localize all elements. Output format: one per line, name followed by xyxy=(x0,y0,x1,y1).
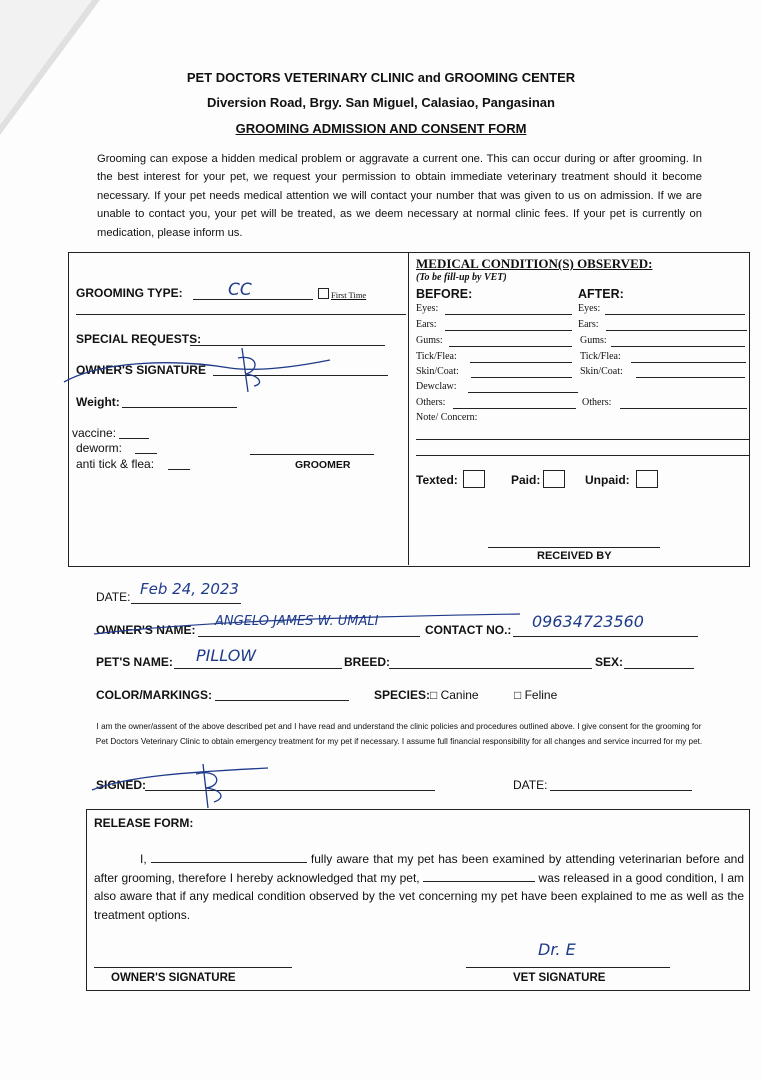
signed-label: SIGNED: xyxy=(96,778,147,792)
received-by-line[interactable] xyxy=(488,547,660,548)
weight-line[interactable] xyxy=(122,407,237,408)
after-tick-label: Tick/Flea: xyxy=(580,351,621,362)
date-line[interactable] xyxy=(131,603,241,604)
paid-label: Paid: xyxy=(511,473,541,487)
column-divider xyxy=(408,252,409,565)
paid-checkbox[interactable] xyxy=(543,470,565,488)
anti-tick-label: anti tick & flea: xyxy=(76,457,155,471)
after-gums-line[interactable] xyxy=(611,346,745,347)
feline-option[interactable]: □ Feline xyxy=(514,688,558,702)
received-by-label: RECEIVED BY xyxy=(537,550,612,562)
unpaid-label: Unpaid: xyxy=(585,473,630,487)
color-markings-label: COLOR/MARKINGS: xyxy=(96,688,212,702)
texted-checkbox[interactable] xyxy=(463,470,485,488)
intro-paragraph: Grooming can expose a hidden medical problem or aggravate a current one. This can occur during or after grooming. In the best interest for your pet, we request your permission to obtain immediate veterinary treatment should it become necessary. If your pet needs medical attention we will contact your number that was given to us on admission. If we are unable to contact you, your pet will be treated, as we deem necessary at normal clinic fees. If your pet is currently on medication, please inform us. xyxy=(97,153,702,239)
clinic-address: Diversion Road, Brgy. San Miguel, Calasiao, Pangasinan xyxy=(207,95,555,110)
clinic-name: PET DOCTORS VETERINARY CLINIC and GROOMING CENTER xyxy=(186,70,576,85)
contact-label: CONTACT NO.: xyxy=(425,623,512,637)
sex-label: SEX: xyxy=(595,655,624,669)
release-title: RELEASE FORM: xyxy=(94,816,194,830)
after-gums-label: Gums: xyxy=(580,335,607,346)
before-others-line[interactable] xyxy=(453,408,576,409)
medical-title: MEDICAL CONDITION(S) OBSERVED: xyxy=(416,256,653,271)
grooming-type-line xyxy=(193,299,313,300)
grooming-type-extra-line xyxy=(76,314,406,315)
pet-name-line[interactable] xyxy=(174,668,342,669)
groomer-line[interactable] xyxy=(250,454,374,455)
release-vet-signature-label: VET SIGNATURE xyxy=(513,972,606,984)
after-tick-line[interactable] xyxy=(631,362,746,363)
anti-tick-line[interactable] xyxy=(168,469,190,470)
medical-subtitle: (To be fill-up by VET) xyxy=(416,272,507,283)
release-owner-blank[interactable] xyxy=(151,851,307,863)
before-eyes-label: Eyes: xyxy=(416,303,439,314)
after-ears-line[interactable] xyxy=(606,330,747,331)
after-ears-label: Ears: xyxy=(578,319,599,330)
release-text-3: was released in a good condition, I am also aware that if any medical condition observed by the vet concerning my pet have been explained to me as well as the treatment options. xyxy=(94,870,744,922)
owner-name-label: OWNER'S NAME: xyxy=(96,623,196,637)
before-dewclaw-label: Dewclaw: xyxy=(416,381,457,392)
weight-label: Weight: xyxy=(76,395,120,409)
note-line-1[interactable] xyxy=(416,439,750,440)
after-heading: AFTER: xyxy=(578,287,624,301)
date-label: DATE: xyxy=(96,590,131,604)
first-time-checkbox[interactable] xyxy=(318,288,366,300)
deworm-label: deworm: xyxy=(76,441,123,455)
release-text-2: fully aware that my pet has been examined by attending veterinarian before and after grooming, therefore I hereby acknowledged that my pet, xyxy=(94,852,744,885)
owner-name-value[interactable]: ANGELO JAMES W. UMALI xyxy=(215,614,379,629)
pet-name-label: PET'S NAME: xyxy=(96,655,173,669)
vaccine-label: vaccine: xyxy=(72,426,117,440)
species-label: SPECIES: xyxy=(374,688,431,702)
release-vet-signature-line[interactable] xyxy=(466,967,670,968)
before-tick-label: Tick/Flea: xyxy=(416,351,457,362)
note-concern-label: Note/ Concern: xyxy=(416,412,478,423)
owner-signature-scribble xyxy=(60,340,340,395)
date-value[interactable]: Feb 24, 2023 xyxy=(140,580,239,598)
before-heading: BEFORE: xyxy=(416,287,473,301)
sex-line[interactable] xyxy=(624,668,694,669)
before-skin-label: Skin/Coat: xyxy=(416,366,459,377)
release-text-1: I, xyxy=(140,852,151,866)
before-ears-line[interactable] xyxy=(445,330,572,331)
vet-initials: Dr. E xyxy=(538,940,576,959)
after-eyes-line[interactable] xyxy=(605,314,745,315)
contact-line[interactable] xyxy=(513,636,698,637)
checkbox-icon xyxy=(318,288,329,299)
after-skin-line[interactable] xyxy=(636,377,745,378)
before-skin-line[interactable] xyxy=(471,377,572,378)
unpaid-checkbox[interactable] xyxy=(636,470,658,488)
note-line-2[interactable] xyxy=(416,455,750,456)
first-time-label: First Time xyxy=(331,290,367,300)
groomer-label: GROOMER xyxy=(295,459,351,471)
grooming-type-label: GROOMING TYPE: xyxy=(76,286,183,300)
release-pet-blank[interactable] xyxy=(423,870,535,882)
color-markings-line[interactable] xyxy=(215,700,349,701)
after-eyes-label: Eyes: xyxy=(578,303,601,314)
release-owner-signature-label: OWNER'S SIGNATURE xyxy=(111,972,236,984)
special-requests-label: SPECIAL REQUESTS: xyxy=(76,332,202,346)
vaccine-line[interactable] xyxy=(119,438,149,439)
consent-date-line[interactable] xyxy=(550,790,692,791)
release-owner-signature-line[interactable] xyxy=(94,967,292,968)
before-dewclaw-line[interactable] xyxy=(468,392,578,393)
before-eyes-line[interactable] xyxy=(445,314,572,315)
texted-label: Texted: xyxy=(416,473,458,487)
release-paragraph xyxy=(94,850,744,924)
consent-text: I am the owner/assent of the above described pet and I have read and understand the clinic policies and procedures outlined above. I give consent for the grooming for Pet Doctors Veterinary Clinic to obtain emergency treatment for my pet if necessary. I assume full financial responsibility for all changes and service incurred for my pet. xyxy=(95,722,703,746)
before-tick-line[interactable] xyxy=(470,362,572,363)
before-gums-line[interactable] xyxy=(449,346,572,347)
form-title: GROOMING ADMISSION AND CONSENT FORM xyxy=(235,121,527,136)
before-gums-label: Gums: xyxy=(416,335,443,346)
breed-line[interactable] xyxy=(389,668,592,669)
breed-label: BREED: xyxy=(344,655,391,669)
after-others-label: Others: xyxy=(582,397,612,408)
before-ears-label: Ears: xyxy=(416,319,437,330)
consent-signature-scribble xyxy=(88,758,288,810)
owner-signature-label: OWNER'S SIGNATURE xyxy=(76,363,206,377)
before-others-label: Others: xyxy=(416,397,446,408)
pet-name-value[interactable]: PILLOW xyxy=(196,646,257,665)
after-skin-label: Skin/Coat: xyxy=(580,366,623,377)
after-others-line[interactable] xyxy=(620,408,747,409)
deworm-line[interactable] xyxy=(135,453,157,454)
contact-value[interactable]: 09634723560 xyxy=(532,612,644,631)
grooming-type-value[interactable]: CC xyxy=(228,280,252,300)
canine-option[interactable]: □ Canine xyxy=(430,688,479,702)
consent-date-label: DATE: xyxy=(513,778,548,792)
